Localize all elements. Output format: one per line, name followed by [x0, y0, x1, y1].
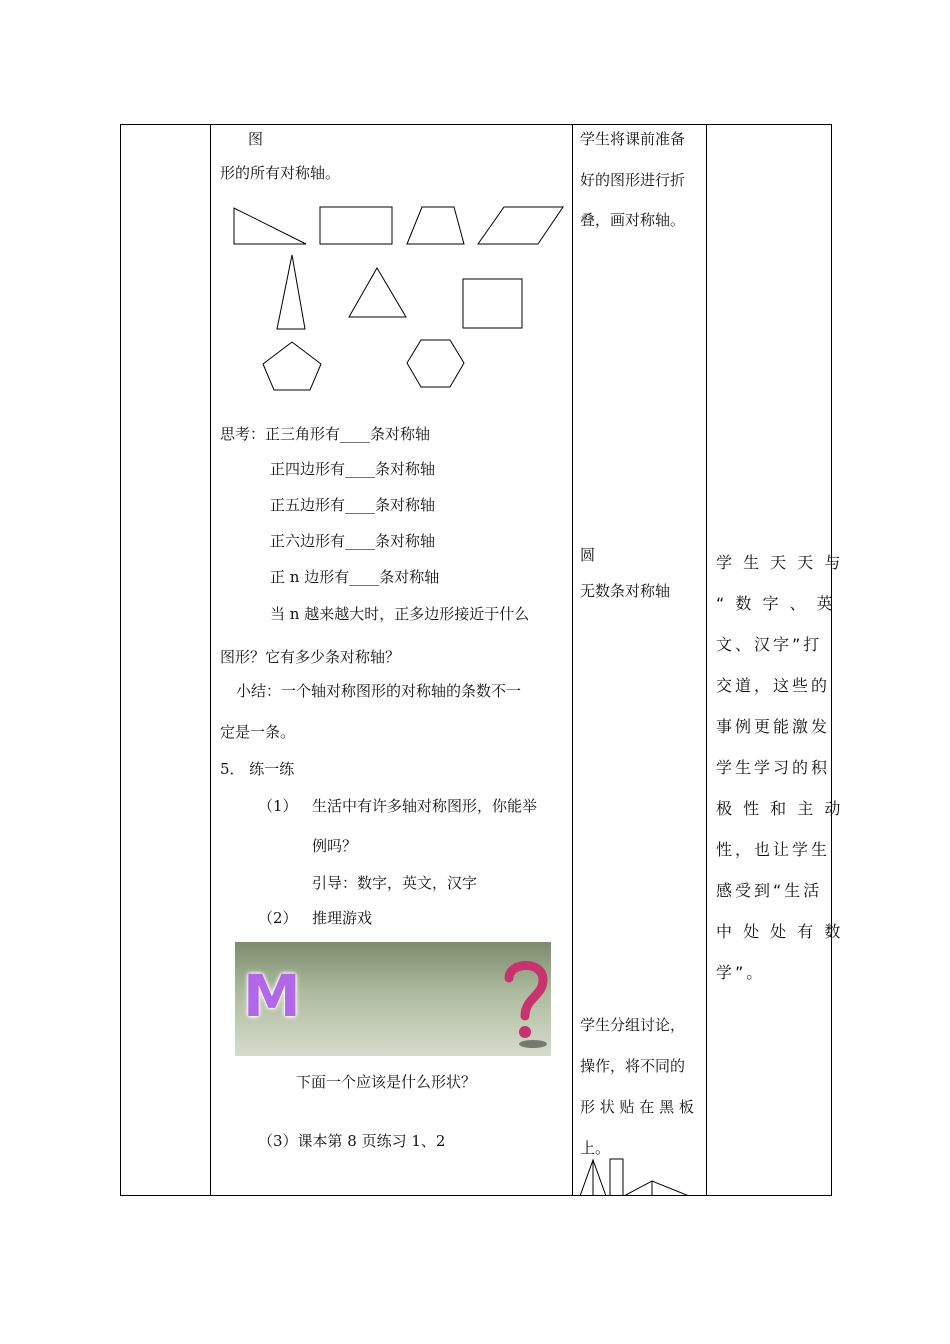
fold-text-1: 学生将课前准备	[580, 130, 686, 148]
parallelogram-shape	[478, 207, 563, 244]
comment-line-9: 感受到“生活	[716, 881, 823, 900]
practice-title: 5． 练一练	[220, 760, 295, 778]
comment-line-10: 中 处 处 有 数	[716, 922, 844, 941]
game-caption: 下面一个应该是什么形状？	[296, 1073, 477, 1091]
comment-line-1: 学 生 天 天 与	[716, 553, 844, 572]
pentagon-shape	[263, 342, 321, 390]
isosceles-triangle-shape	[277, 255, 305, 329]
equilateral-triangle-shape	[349, 268, 406, 317]
right-triangle-shape	[234, 208, 306, 244]
square-shape	[463, 279, 522, 328]
comment-line-8: 性，也让学生	[716, 840, 831, 859]
intro-text-1: 图	[248, 130, 264, 148]
comment-line-6: 学生学习的积	[716, 758, 831, 777]
fold-text-2: 好的图形进行折	[580, 171, 686, 189]
comment-line-7: 极 性 和 主 动	[716, 799, 844, 818]
practice-item-3: （3）课本第 8 页练习 1、2	[258, 1132, 446, 1150]
comment-line-4: 交道，这些的	[716, 676, 831, 695]
comment-line-5: 事例更能激发	[716, 717, 831, 736]
cutout-shapes-figure	[576, 1150, 696, 1196]
comment-line-2: “ 数 字 、 英	[716, 594, 836, 613]
trapezoid-shape	[407, 207, 464, 244]
summary-line-1: 小结：一个轴对称图形的对称轴的条数不一	[236, 682, 522, 700]
think-line-3: 正五边形有____条对称轴	[270, 496, 436, 514]
practice-item-1-hint: 引导：数字，英文，汉字	[312, 874, 478, 892]
think-line-2: 正四边形有____条对称轴	[270, 460, 436, 478]
cutout-rectangle-shape	[610, 1159, 623, 1196]
group-text-4: 上。	[580, 1139, 611, 1157]
intro-text-2: 形的所有对称轴。	[220, 164, 341, 182]
think-question-2: 图形？它有多少条对称轴？	[220, 648, 401, 666]
reasoning-game-image	[235, 942, 551, 1056]
column-divider-3	[706, 125, 707, 1195]
game-glyph-1: M	[243, 962, 301, 1030]
think-question-1: 当 n 越来越大时，正多边形接近于什么	[270, 605, 530, 623]
cutout-flat-triangle-shape	[624, 1181, 689, 1196]
rectangle-shape	[320, 207, 392, 244]
practice-item-2-text: 推理游戏	[312, 909, 373, 927]
comment-line-11: 学”。	[716, 963, 766, 982]
shapes-figure	[210, 195, 570, 395]
think-line-5: 正 n 边形有____条对称轴	[270, 568, 440, 586]
circle-answer: 圆	[580, 546, 596, 564]
group-text-2: 操作，将不同的	[580, 1057, 686, 1075]
infinite-axes-answer: 无数条对称轴	[580, 582, 671, 600]
hexagon-shape	[407, 340, 464, 387]
group-text-1: 学生分组讨论，	[580, 1016, 686, 1034]
practice-item-1-text: 生活中有许多轴对称图形，你能举	[312, 797, 538, 815]
practice-item-1-text-2: 例吗？	[312, 837, 358, 855]
practice-item-2-number: （2）	[258, 909, 298, 927]
group-text-3: 形 状 贴 在 黑 板	[580, 1098, 694, 1116]
practice-item-1-number: （1）	[258, 797, 298, 815]
fold-text-3: 叠，画对称轴。	[580, 211, 686, 229]
comment-line-3: 文、汉字”打	[716, 635, 823, 654]
summary-line-2: 定是一条。	[220, 723, 296, 741]
column-divider-2	[572, 125, 573, 1195]
question-mark-icon	[503, 958, 549, 1050]
think-line-1: 思考：正三角形有____条对称轴	[220, 425, 431, 443]
think-line-4: 正六边形有____条对称轴	[270, 532, 436, 550]
